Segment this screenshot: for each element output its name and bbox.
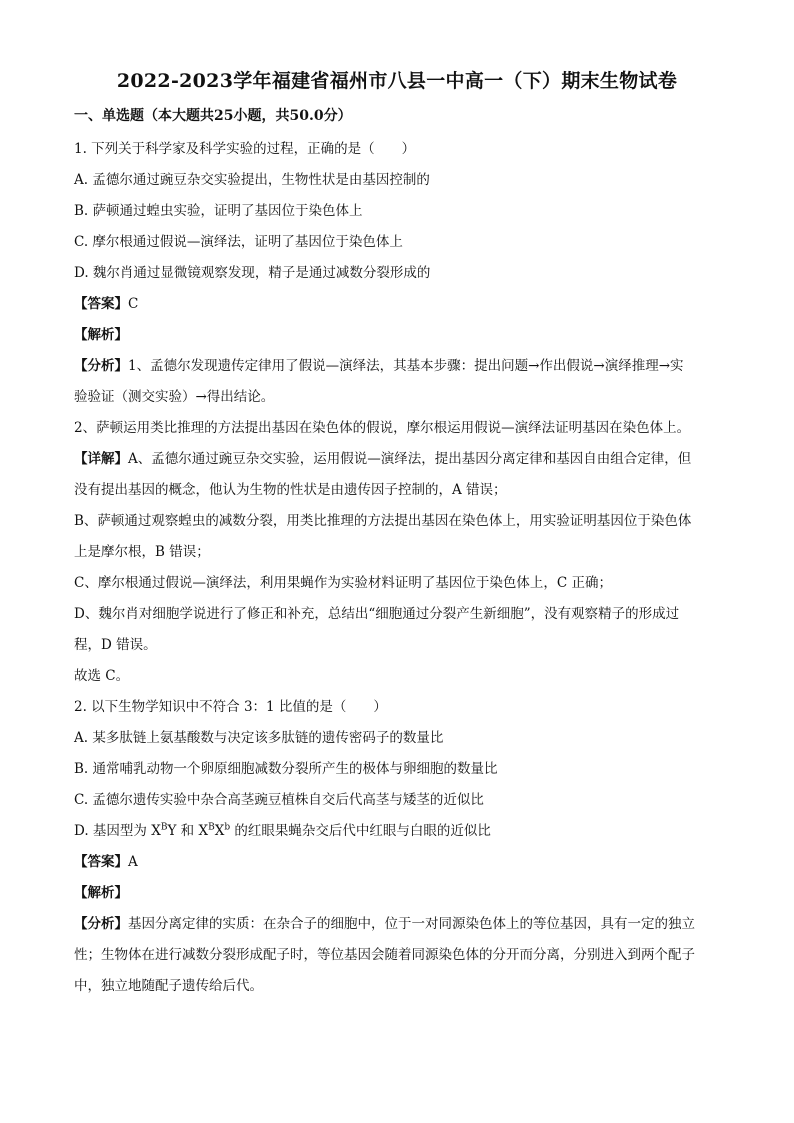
question-1-xiangjie-b2: 上是摩尔根，B 错误； <box>74 544 210 560</box>
fenxi-label: 【分析】 <box>74 916 128 932</box>
answer-label: 【答案】 <box>74 854 128 870</box>
question-1-answer <box>74 289 720 320</box>
question-1-fenxi-1b: 验验证（测交实验）→得出结论。 <box>74 389 275 405</box>
question-2-option-a: A. 某多肽链上氨基酸数与决定该多肽链的遗传密码子的数量比 <box>74 730 444 746</box>
question-1-conclusion: 故选 C。 <box>74 668 130 684</box>
question-2-option-b: B. 通常哺乳动物一个卵原细胞减数分裂所产生的极体与卵细胞的数量比 <box>74 761 498 777</box>
answer-value: A <box>128 854 138 870</box>
question-1-xiangjie-b1: B、萨顿通过观察蝗虫的减数分裂，用类比推理的方法提出基因在染色体上，用实验证明基因位于染色体 <box>74 513 692 529</box>
option-d-part-1: D. 基因型为 X <box>74 823 161 839</box>
option-d-part-4: 的红眼果蝇杂交后代中红眼与白眼的近似比 <box>230 823 491 839</box>
question-1-option-a: A. 孟德尔通过豌豆杂交实验提出，生物性状是由基因控制的 <box>74 172 430 188</box>
answer-label: 【答案】 <box>74 296 128 312</box>
question-2-fenxi-2: 性；生物体在进行减数分裂形成配子时，等位基因会随着同源染色体的分开而分离，分别进入到两个配子 <box>74 947 695 963</box>
question-1-xiangjie-a1 <box>74 444 720 475</box>
question-2-fenxi-3: 中，独立地随配子遗传给后代。 <box>74 978 263 994</box>
xiangjie-label: 【详解】 <box>74 451 128 467</box>
question-1-xiangjie-d2: 程，D 错误。 <box>74 637 157 653</box>
question-1-analysis-label <box>74 320 720 351</box>
question-1-xiangjie-c: C、摩尔根通过假说—演绎法，利用果蝇作为实验材料证明了基因位于染色体上，C 正确； <box>74 575 612 591</box>
question-1-fenxi-2: 2、萨顿运用类比推理的方法提出基因在染色体的假说，摩尔根运用假说—演绎法证明基因在染色体上。 <box>74 420 691 436</box>
question-1-option-b: B. 萨顿通过蝗虫实验，证明了基因位于染色体上 <box>74 203 363 219</box>
question-2-option-c: C. 孟德尔遗传实验中杂合高茎豌豆植株自交后代高茎与矮茎的近似比 <box>74 792 484 808</box>
question-2-option-d <box>74 816 720 847</box>
section-heading: 一、单选题（本大题共25小题，共50.0分） <box>74 108 352 124</box>
analysis-label: 【解析】 <box>74 885 128 901</box>
answer-value: C <box>128 296 139 312</box>
option-d-sup-2: B <box>208 822 215 833</box>
question-1-option-d: D. 魏尔肖通过显微镜观察发现，精子是通过减数分裂形成的 <box>74 265 431 281</box>
question-1-option-c: C. 摩尔根通过假说—演绎法，证明了基因位于染色体上 <box>74 234 403 250</box>
question-2-stem: 2. 以下生物学知识中不符合 3：1 比值的是（ ） <box>74 699 387 715</box>
question-1-fenxi-1a <box>74 351 720 382</box>
option-d-part-3: X <box>214 823 225 839</box>
option-d-sup-3: b <box>224 822 231 833</box>
fenxi-label: 【分析】 <box>74 358 128 374</box>
question-1-xiangjie-d1: D、魏尔肖对细胞学说进行了修正和补充，总结出“细胞通过分裂产生新细胞”，没有观察精子的形成过 <box>74 606 680 622</box>
option-d-part-2: Y 和 X <box>167 823 209 839</box>
question-1-stem: 1. 下列关于科学家及科学实验的过程，正确的是（ ） <box>74 141 416 157</box>
option-d-sup-1: B <box>160 822 168 833</box>
xiangjie-text: A、孟德尔通过豌豆杂交实验，运用假说—演绎法，提出基因分离定律和基因自由组合定律，但 <box>128 451 692 467</box>
question-2-fenxi-1 <box>74 909 720 940</box>
fenxi-text: 1、孟德尔发现遗传定律用了假说—演绎法，其基本步骤：提出问题→作出假说→演绎推理→实 <box>128 358 684 374</box>
question-1-xiangjie-a2: 没有提出基因的概念，他认为生物的性状是由遗传因子控制的，A 错误； <box>74 482 507 498</box>
fenxi-text: 基因分离定律的实质：在杂合子的细胞中，位于一对同源染色体上的等位基因，具有一定的独立 <box>128 916 695 932</box>
analysis-label: 【解析】 <box>74 327 128 343</box>
question-2-answer <box>74 847 720 878</box>
page-title: 2022-2023学年福建省福州市八县一中高一（下）期末生物试卷 <box>116 70 678 92</box>
question-2-analysis-label <box>74 878 720 909</box>
